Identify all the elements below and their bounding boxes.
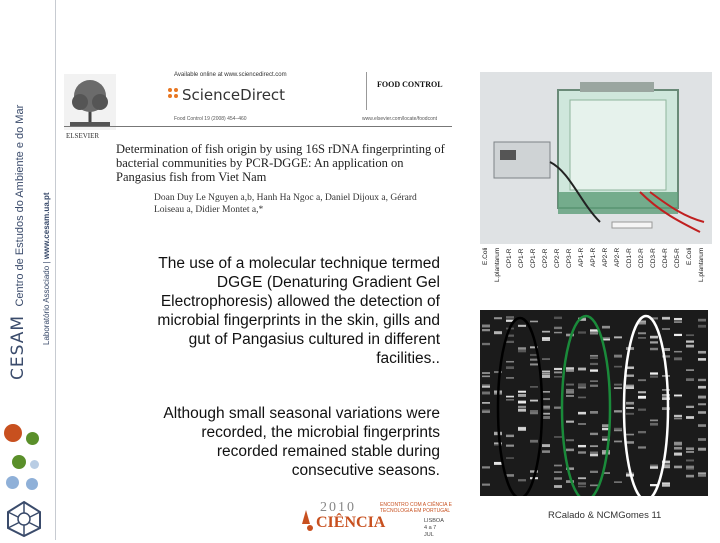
gel-band [686,345,694,348]
gel-band [686,341,694,343]
decor-dot [30,460,39,469]
gel-band [518,325,526,327]
gel-band [578,386,586,388]
journal-url: www.elsevier.com/locate/foodcont [362,116,438,122]
text-line: facilities.. [376,350,440,367]
gel-band [650,423,658,426]
gel-band [566,421,574,423]
gel-band [638,391,646,393]
gel-band [542,331,550,333]
gel-band [518,394,526,397]
gel-band [626,407,634,409]
gel-band [698,448,706,451]
gel-band [590,445,598,447]
gel-band [614,366,622,368]
gel-band [578,477,586,479]
sidebar-lab-line: Laboratório Associado | www.cesam.ua.pt [42,192,51,345]
gel-band [650,341,658,343]
gel-band [554,465,562,467]
gel-band [554,317,562,319]
gel-lane-label: CP2-R [542,248,549,268]
gel-band [674,334,682,336]
gel-band [662,328,670,330]
gel-band [638,332,646,334]
sciencedirect-logo: ScienceDirect [182,86,286,104]
gel-band [530,321,538,323]
gel-band [674,453,682,456]
gel-band [530,363,538,365]
gel-band [650,465,658,467]
gel-band [650,336,658,339]
gel-band [590,380,598,382]
gel-band [506,361,514,363]
gel-band [698,411,706,414]
gel-band [638,446,646,448]
gel-band [518,409,526,412]
gel-lane-label: CD5-R [674,248,681,268]
gel-band [662,485,670,487]
gel-lane-label: CP1-R [518,248,525,268]
event-year: 2010 [320,500,356,515]
gel-band [686,369,694,371]
lane-highlight-ellipse [624,316,668,496]
gel-band [566,449,574,452]
gel-band [686,334,694,336]
gel-band [482,466,490,468]
gel-band [590,485,598,487]
gel-band [578,482,586,484]
university-logo-icon [4,498,44,538]
gel-lane-label: E.Coli [482,248,489,266]
gel-band [530,386,538,388]
gel-band [518,406,526,408]
text-line: consecutive seasons. [291,462,440,479]
gel-band [674,351,682,353]
gel-band [578,423,586,425]
paper-authors: Doan Duy Le Nguyen a,b, Hanh Ha Ngoc a, Daniel Dijoux a, Gérard Loiseau a, Didier Montet a,* [154,193,417,215]
decor-dot [12,455,26,469]
gel-band [578,445,586,447]
event-name: CIÊNCIA [316,514,386,531]
gel-band [686,451,694,453]
gel-bands [480,246,708,496]
gel-band [674,318,682,320]
gel-band [554,327,562,329]
gel-band [590,385,598,387]
gel-band [578,486,586,488]
gel-band [614,428,622,431]
gel-band [542,373,550,375]
gel-band [698,379,706,381]
gel-band [518,391,526,393]
gel-band [578,368,586,371]
gel-band [506,316,514,318]
gel-band [542,416,550,419]
gel-band [686,475,694,478]
gel-lane-label: AP2-R [614,248,621,268]
lab-label: Laboratório Associado [42,265,51,345]
gel-band [542,371,550,373]
gel-band [518,428,526,430]
text-line: Electrophoresis) allowed the detection of [160,293,440,310]
gel-band [530,410,538,413]
paper-header [62,72,454,230]
gel-lane-label: CP1-R [506,248,513,268]
gel-band [698,472,706,474]
gel-band [482,372,490,374]
lane-highlight-ellipse [562,316,610,496]
gel-band [518,350,526,352]
gel-band [530,359,538,361]
gel-band [698,386,706,389]
gel-band [566,439,574,441]
gel-lane-label: E.Coli [686,248,693,266]
gel-band [638,379,646,381]
gel-band [626,413,634,415]
gel-band [686,466,694,469]
gel-band [590,454,598,457]
gel-lane-label: CP3-R [566,248,573,268]
gel-band [614,384,622,386]
gel-band [662,318,670,320]
gel-band [626,385,634,388]
gel-lane-label: CP2-R [554,248,561,268]
gel-band [650,466,658,469]
gel-band [698,396,706,399]
gel-band [506,341,514,343]
gel-band [530,400,538,402]
gel-band [482,329,490,331]
gel-band [542,358,550,360]
gel-band [494,462,502,465]
gel-band [590,363,598,365]
event-dates: LISBOA 4 a 7 JUL [424,518,444,538]
gel-band [542,444,550,447]
gel-band [494,331,502,334]
elsevier-tree-icon [64,74,116,130]
gel-band [686,416,694,419]
gel-band [590,357,598,359]
text-line: DGGE (Denaturing Gradient Gel [216,274,440,291]
gel-band [542,450,550,453]
gel-band [506,366,514,369]
gel-band [674,415,682,417]
gel-band [506,474,514,477]
gel-band [506,396,514,398]
gel-lane-label: AP1-R [578,248,585,268]
gel-band [506,377,514,379]
gel-band [614,355,622,358]
gel-band [686,378,694,381]
slide-credit: RCalado & NCMGomes 11 [548,510,662,521]
gel-band [506,445,514,447]
gel-band [542,398,550,400]
gel-band [482,402,490,404]
sidebar-url: www.cesam.ua.pt [42,192,51,260]
gel-band [686,406,694,408]
paper-title: Determination of fish origin by using 16S rDNA fingerprinting of bacterial communities by PCR-DGGE: An application on Pangasius fish from Viet Nam [116,142,445,184]
decor-dot [26,432,39,445]
gel-band [566,367,574,369]
gel-lane-label: L.plantarum [698,248,705,283]
gel-band [554,372,562,374]
gel-band [590,471,598,473]
gel-band [686,468,694,470]
gel-band [602,326,610,329]
gel-band [674,321,682,323]
gel-band [566,389,574,392]
publisher-name: ELSEVIER [66,132,100,140]
gel-band [482,376,490,378]
gel-band [482,484,490,486]
gel-band [686,459,694,461]
gel-band [614,481,622,483]
citation-line: Food Control 19 (2008) 454–460 [174,116,247,122]
paragraph-1 [60,254,440,368]
gel-band [554,332,562,334]
gel-band [542,391,550,393]
gel-band [518,347,526,349]
gel-band [638,431,646,433]
gel-lane-label: CD2-R [638,248,645,268]
gel-band [566,369,574,372]
event-subtitle: ENCONTRO COM A CIÊNCIA E TECNOLOGIA EM PORTUGAL [380,502,452,514]
gel-band [590,433,598,435]
gel-band [674,418,682,420]
gel-band [698,438,706,441]
gel-band [698,424,706,427]
apparatus-photo [480,72,712,244]
gel-band [578,397,586,399]
text-line: Although small seasonal variations were [163,405,440,422]
gel-band [590,370,598,372]
gel-band [614,410,622,412]
gel-band [650,420,658,422]
gel-band [542,375,550,378]
gel-band [698,325,706,328]
gel-band [494,317,502,319]
gel-band [554,471,562,473]
text-line: recorded remained stable during [216,443,440,460]
gel-band [674,357,682,360]
gel-band [650,348,658,350]
decor-dot [4,424,22,442]
decor-dot [26,478,38,490]
ciencia-2010-logo [300,500,450,543]
gel-band [614,441,622,443]
gel-band [530,440,538,443]
gel-lane-label: CD3-R [650,248,657,268]
gel-band [554,477,562,479]
gel-band [506,457,514,459]
gel-band [626,374,634,376]
gel-band [614,387,622,389]
gel-band [638,337,646,339]
gel-band [626,402,634,405]
gel-band [698,404,706,406]
gel-band [614,336,622,338]
gel-band [674,395,682,397]
gel-band [482,410,490,413]
gel-band [518,401,526,403]
decor-dot [6,476,19,489]
paragraph-2 [60,404,440,480]
gel-band [590,332,598,334]
text-line: gut of Pangasius cultured in different [188,331,440,348]
brand-name: CESAM [8,314,28,380]
gel-band [554,368,562,370]
gel-band [482,384,490,387]
gel-band [578,383,586,386]
gel-band [518,479,526,481]
gel-band [590,411,598,414]
gel-band [590,329,598,331]
gel-band [698,319,706,322]
sidebar-brand-block [8,105,28,380]
gel-band [566,384,574,386]
gel-lane-label: CP1-R [530,248,537,268]
dgge-gel-image [480,246,708,496]
gel-band [506,399,514,401]
text-line: recorded, the microbial fingerprints [201,424,440,441]
gel-band [482,392,490,395]
gel-band [686,447,694,450]
gel-band [650,372,658,374]
sidebar-divider [55,0,56,540]
gel-lane-label: AP2-R [602,248,609,268]
gel-band [650,375,658,377]
gel-lane-label: CD1-R [626,248,633,268]
gel-band [554,485,562,488]
gel-band [578,412,586,415]
gel-band [578,451,586,453]
availability-line: Available online at www.sciencedirect.com [174,72,287,78]
journal-box [366,72,449,110]
gel-band [626,434,634,436]
gel-band [566,395,574,397]
text-line: The use of a molecular technique termed [158,255,440,272]
gel-lane-label: CD4-R [662,248,669,268]
gel-band [674,447,682,450]
gel-band [698,358,706,360]
gel-band [638,396,646,398]
gel-band [566,391,574,393]
gel-band [626,441,634,444]
brand-tagline: Centro de Estudos do Ambiente e do Mar [14,104,26,307]
gel-band [482,343,490,345]
gel-band [578,331,586,333]
gel-band [662,482,670,484]
gel-band [542,337,550,339]
gel-band [674,442,682,445]
gel-band [506,435,514,437]
gel-band [590,355,598,357]
gel-band [674,466,682,469]
gel-lane-label: AP1-R [590,248,597,268]
gel-lane-label: L.plantarum [494,248,501,283]
header-rule [64,126,452,127]
journal-name: FOOD CONTROL [377,80,443,89]
text-line: microbial fingerprints in the skin, gills and [157,312,440,329]
sciencedirect-icon [166,86,180,100]
gel-band [590,451,598,453]
gel-band [638,409,646,411]
gel-band [698,351,706,354]
gel-band [482,325,490,328]
gel-band [554,436,562,438]
gel-band [554,376,562,378]
